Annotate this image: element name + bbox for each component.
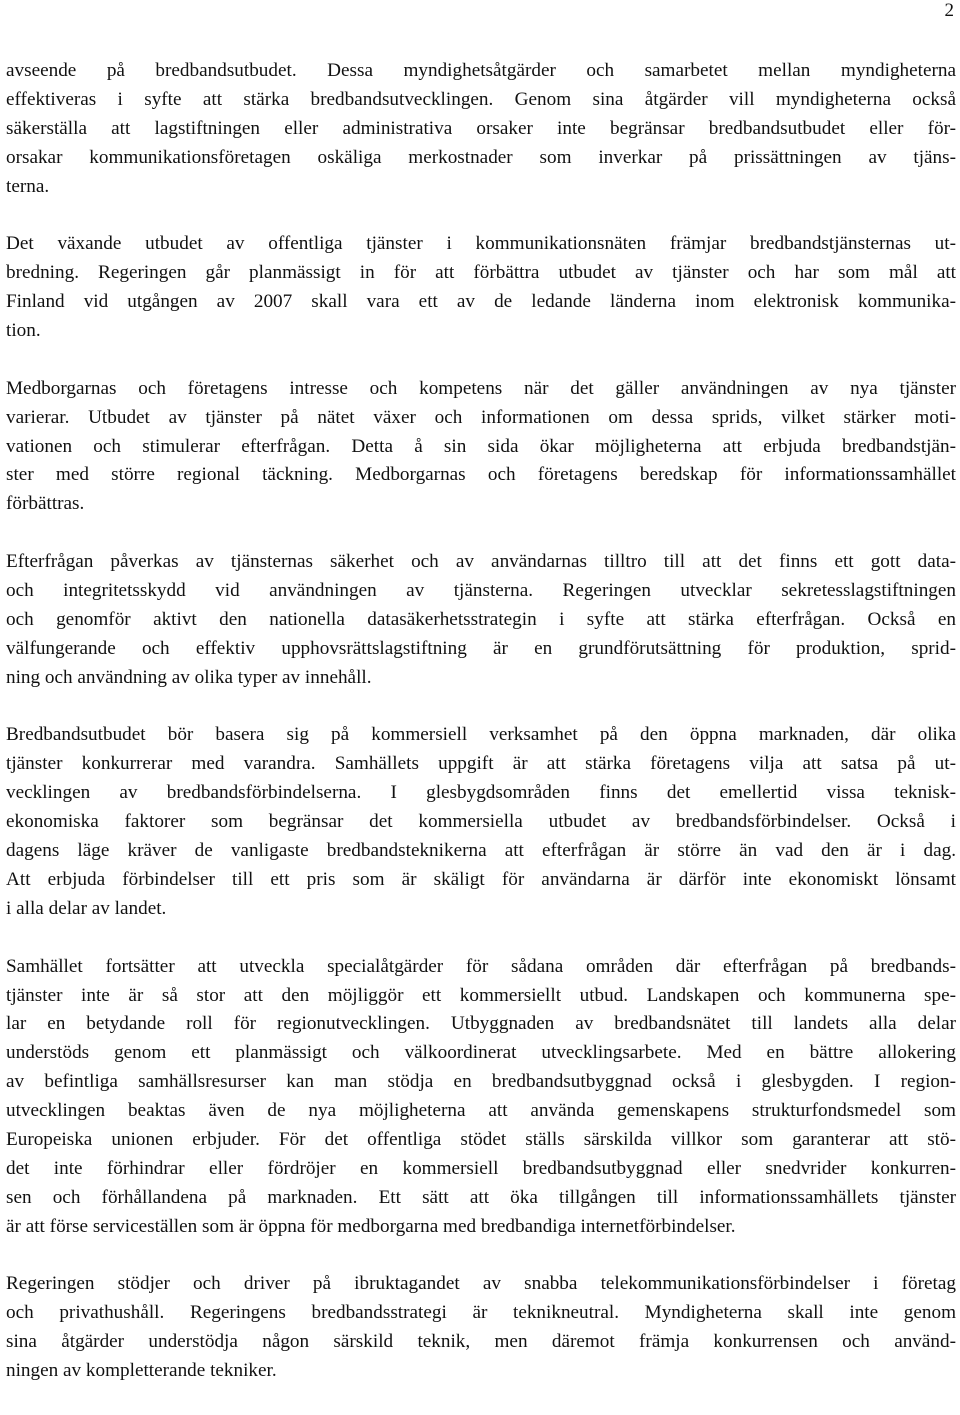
text-line: bredning. Regeringen går planmässigt in för att förbättra utbudet av tjänster och har som mål att [6,262,956,284]
text-line: förbättras. [6,493,85,515]
paragraph-6 [6,953,956,1242]
text-line: orsakar kommunikationsföretagen oskäliga merkostnader som inverkar på prissättningen av tjäns- [6,146,956,168]
text-line: Europeiska unionen erbjuder. För det offentliga stödet ställs särskilda villkor som garanterar att stö- [6,1128,956,1150]
text-line: Bredbandsutbudet bör basera sig på kommersiell verksamhet på den öppna marknaden, där olika [6,724,956,746]
text-line: Regeringen stödjer och driver på ibruktagandet av snabba telekommunikationsförbindelser i företag [6,1273,956,1295]
paragraph-1 [6,57,956,201]
text-line: Efterfrågan påverkas av tjänsternas säkerhet och av användarnas tilltro till att det finns ett gott data- [6,551,956,573]
text-line: i alla delar av landet. [6,897,167,919]
text-line: utvecklingen beaktas även de nya möjligheterna att använda gemenskapens strukturfondsmedel som [6,1100,956,1122]
text-line: tion. [6,320,41,342]
text-line: understöds genom ett planmässigt och välkoordinerat utvecklingsarbete. Med en bättre allokering [6,1042,956,1064]
text-line: Finland vid utgången av 2007 skall vara ett av de ledande länderna inom elektronisk kommunika- [6,291,956,313]
text-line: säkerställa att lagstiftningen eller administrativa orsaker inte begränsar bredbandsutbudet eller för- [6,117,956,139]
text-line: tjänster inte är så stor att den möjliggör ett kommersiellt utbud. Landskapen och kommunerna spe- [6,984,956,1006]
text-line: effektiveras i syfte att stärka bredbandsutvecklingen. Genom sina åtgärder vill myndigheterna också [6,88,956,110]
text-line: ning och användning av olika typer av innehåll. [6,666,372,688]
text-line: terna. [6,175,50,197]
text-line: ster med större regional täckning. Medborgarnas och företagens beredskap för informationssamhället [6,464,956,486]
text-line: det inte förhindrar eller fördröjer en kommersiell bredbandsutbyggnad eller snedvrider konkurren- [6,1157,956,1179]
text-line: dagens läge kräver de vanligaste bredbandsteknikerna att efterfrågan är större än vad den är i dag. [6,840,956,862]
text-line: och integritetsskydd vid användningen av tjänsterna. Regeringen utvecklar sekretesslagstiftningen [6,580,956,602]
text-line: ekonomiska faktorer som begränsar det kommersiella utbudet av bredbandsförbindelser. Också i [6,811,956,833]
paragraph-7 [6,1270,956,1386]
text-line: varierar. Utbudet av tjänster på nätet växer och informationen om dessa sprids, vilket stärker moti- [6,406,956,428]
text-line: Samhället fortsätter att utveckla specialåtgärder för sådana områden där efterfrågan på bredbands- [6,955,956,977]
text-line: är att förse serviceställen som är öppna för medborgarna med bredbandiga internetförbindelser. [6,1215,736,1237]
paragraph-2 [6,230,956,346]
text-line: och privathushåll. Regeringens bredbandsstrategi är teknikneutral. Myndigheterna skall inte genom [6,1302,956,1324]
text-line: och genomför aktivt den nationella datasäkerhetsstrategin i syfte att stärka efterfrågan. Också en [6,608,956,630]
text-line: välfungerande och effektiv upphovsrättslagstiftning är en grundförutsättning för produktion, sprid- [6,637,956,659]
text-line: ningen av kompletterande tekniker. [6,1360,277,1382]
text-line: av befintliga samhällsresurser kan man stödja en bredbandsutbyggnad också i glesbygden. I region- [6,1071,956,1093]
paragraph-4 [6,548,956,692]
text-line: vationen och stimulerar efterfrågan. Detta å sin sida ökar möjligheterna att erbjuda bredbandstjän- [6,435,956,457]
text-line: tjänster konkurrerar med varandra. Samhällets uppgift är att stärka företagens vilja att satsa på ut- [6,753,956,775]
text-line: sina åtgärder understödja någon särskild teknik, men däremot främja konkurrensen och använd- [6,1331,956,1353]
text-line: Att erbjuda förbindelser till ett pris som är skäligt för användarna är därför inte ekonomiskt lönsamt [6,868,956,890]
text-line: Medborgarnas och företagens intresse och kompetens när det gäller användningen av nya tjänster [6,377,956,399]
document-body [6,57,956,1415]
text-line: vecklingen av bredbandsförbindelserna. I glesbygdsområden finns det emellertid vissa teknisk- [6,782,956,804]
page-number: 2 [944,0,954,21]
text-line: lar en betydande roll för regionutvecklingen. Utbyggnaden av bredbandsnätet till landets alla delar [6,1013,956,1035]
text-line: sen och förhållandena på marknaden. Ett sätt att öka tillgången till informationssamhällets tjänster [6,1186,956,1208]
text-line: Det växande utbudet av offentliga tjänster i kommunikationsnäten främjar bredbandstjänsternas ut- [6,233,956,255]
paragraph-3 [6,375,956,519]
paragraph-5 [6,721,956,923]
text-line: avseende på bredbandsutbudet. Dessa myndighetsåtgärder och samarbetet mellan myndigheterna [6,60,956,81]
